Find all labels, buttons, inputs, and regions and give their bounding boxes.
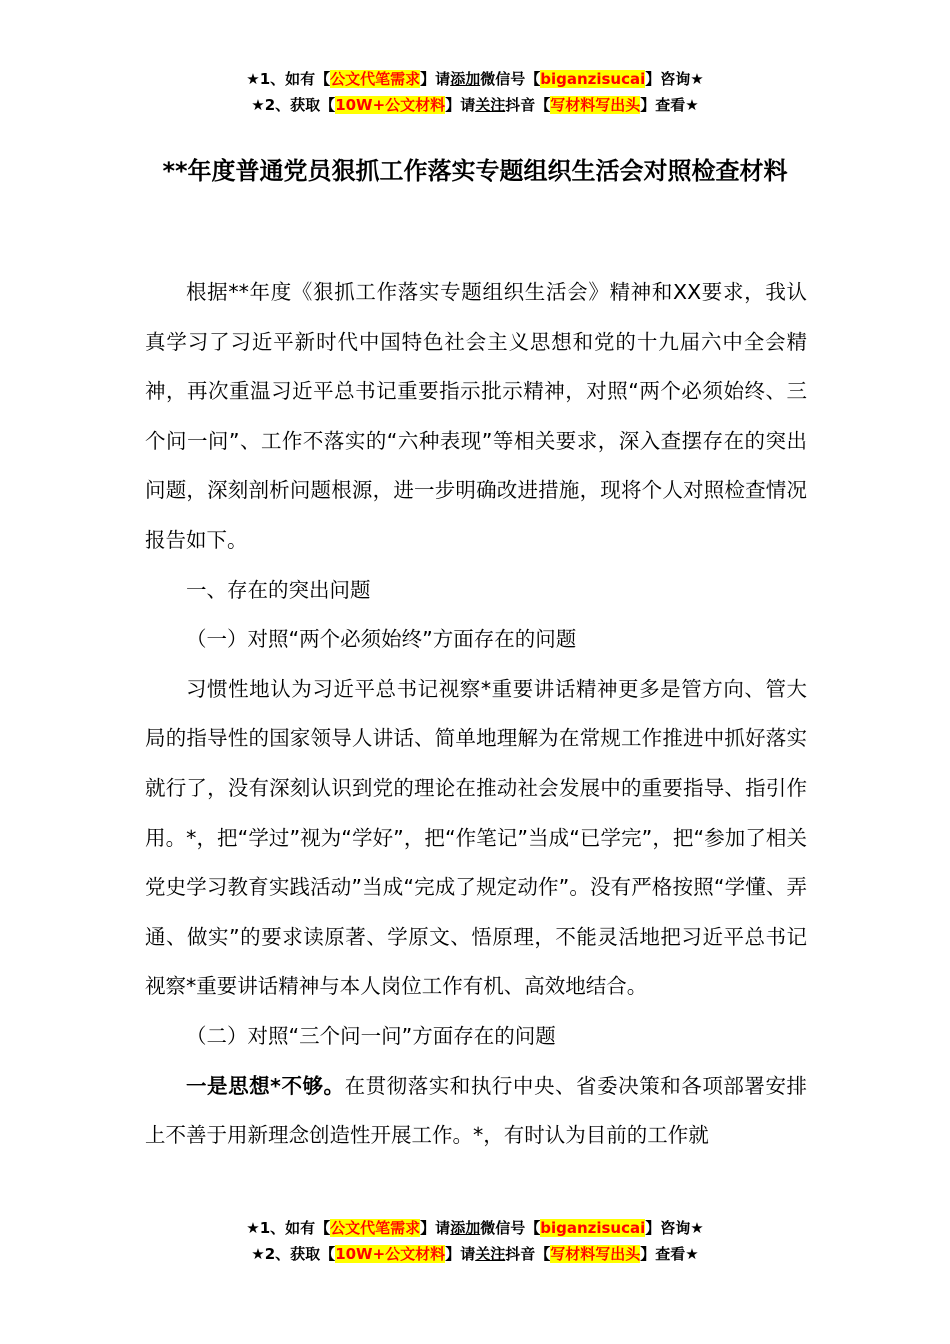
- banner-text: 】咨询★: [645, 70, 704, 88]
- banner-text: 微信号【: [480, 1219, 541, 1237]
- paragraph-2: 习惯性地认为习近平总书记视察*重要讲话精神更多是管方向、管大局的指导性的国家领导人讲话、简单地理解为在常规工作推进中抓好落实就行了，没有深刻认识到党的理论在推动社会发展中的重要指导、指引作用。*，把“学过”视为“学好”，把“作笔记”当成“已学完”，把“参加了相关党史学习教育实践活动”当成“完成了规定动作”。没有严格按照“学懂、弄通、做实”的要求读原著、学原文、悟原理，不能灵活地把习近平总书记视察*重要讲话精神与本人岗位工作有机、高效地结合。: [145, 676, 807, 999]
- banner-text: ★1、如有【: [246, 70, 331, 88]
- document-title: **年度普通党员狠抓工作落实专题组织生活会对照检查材料: [162, 157, 788, 185]
- banner-highlight: 写材料写出头: [550, 96, 641, 114]
- banner-line-2: [0, 1241, 950, 1267]
- banner-highlight: biganzisucai: [540, 70, 646, 88]
- banner-highlight: 10W+公文材料: [335, 96, 446, 114]
- banner-text: ★1、如有【: [246, 1219, 331, 1237]
- banner-text: 】查看★: [640, 1245, 699, 1263]
- banner-highlight: 写材料写出头: [550, 1245, 641, 1263]
- banner-text: ★2、获取【: [251, 1245, 336, 1263]
- section-heading-1: 一、存在的突出问题: [186, 577, 371, 602]
- banner-underline: 关注: [475, 96, 506, 114]
- banner-text: 】请: [420, 70, 451, 88]
- banner-highlight: 10W+公文材料: [335, 1245, 446, 1263]
- subsection-heading-2: （二）对照“三个问一问”方面存在的问题: [186, 1023, 556, 1048]
- paragraph-3-text: 在贯彻落实和执行中央、省委决策和各项部署安排上不善于用新理念创造性开展工作。*，有时认为目前的工作就: [145, 1073, 807, 1148]
- banner-line-1: [0, 66, 950, 92]
- header-banner: [0, 66, 950, 118]
- banner-highlight: 公文代笔需求: [330, 70, 421, 88]
- footer-banner: [0, 1215, 950, 1267]
- banner-text: 】请: [445, 96, 476, 114]
- banner-underline: 添加: [450, 1219, 481, 1237]
- banner-text: 抖音【: [505, 1245, 551, 1263]
- banner-text: 】请: [420, 1219, 451, 1237]
- banner-text: 】咨询★: [645, 1219, 704, 1237]
- document-body: [145, 268, 807, 1161]
- paragraph-3: [145, 1062, 807, 1161]
- banner-text: ★2、获取【: [251, 96, 336, 114]
- banner-line-2: [0, 92, 950, 118]
- banner-text: 抖音【: [505, 96, 551, 114]
- banner-text: 微信号【: [480, 70, 541, 88]
- paragraph-intro: 根据**年度《狠抓工作落实专题组织生活会》精神和XX要求，我认真学习了习近平新时代中国特色社会主义思想和党的十九届六中全会精神，再次重温习近平总书记重要指示批示精神，对照“两个必须始终、三个问一问”、工作不落实的“六种表现”等相关要求，深入查摆存在的突出问题，深刻剖析问题根源，进一步明确改进措施，现将个人对照检查情况报告如下。: [145, 280, 807, 552]
- subsection-heading-1: （一）对照“两个必须始终”方面存在的问题: [186, 627, 577, 652]
- banner-underline: 添加: [450, 70, 481, 88]
- paragraph-3-lead: 一是思想*不够。: [186, 1073, 345, 1098]
- banner-highlight: 公文代笔需求: [330, 1219, 421, 1237]
- banner-line-1: [0, 1215, 950, 1241]
- banner-underline: 关注: [475, 1245, 506, 1263]
- banner-highlight: biganzisucai: [540, 1219, 646, 1237]
- banner-text: 】请: [445, 1245, 476, 1263]
- banner-text: 】查看★: [640, 96, 699, 114]
